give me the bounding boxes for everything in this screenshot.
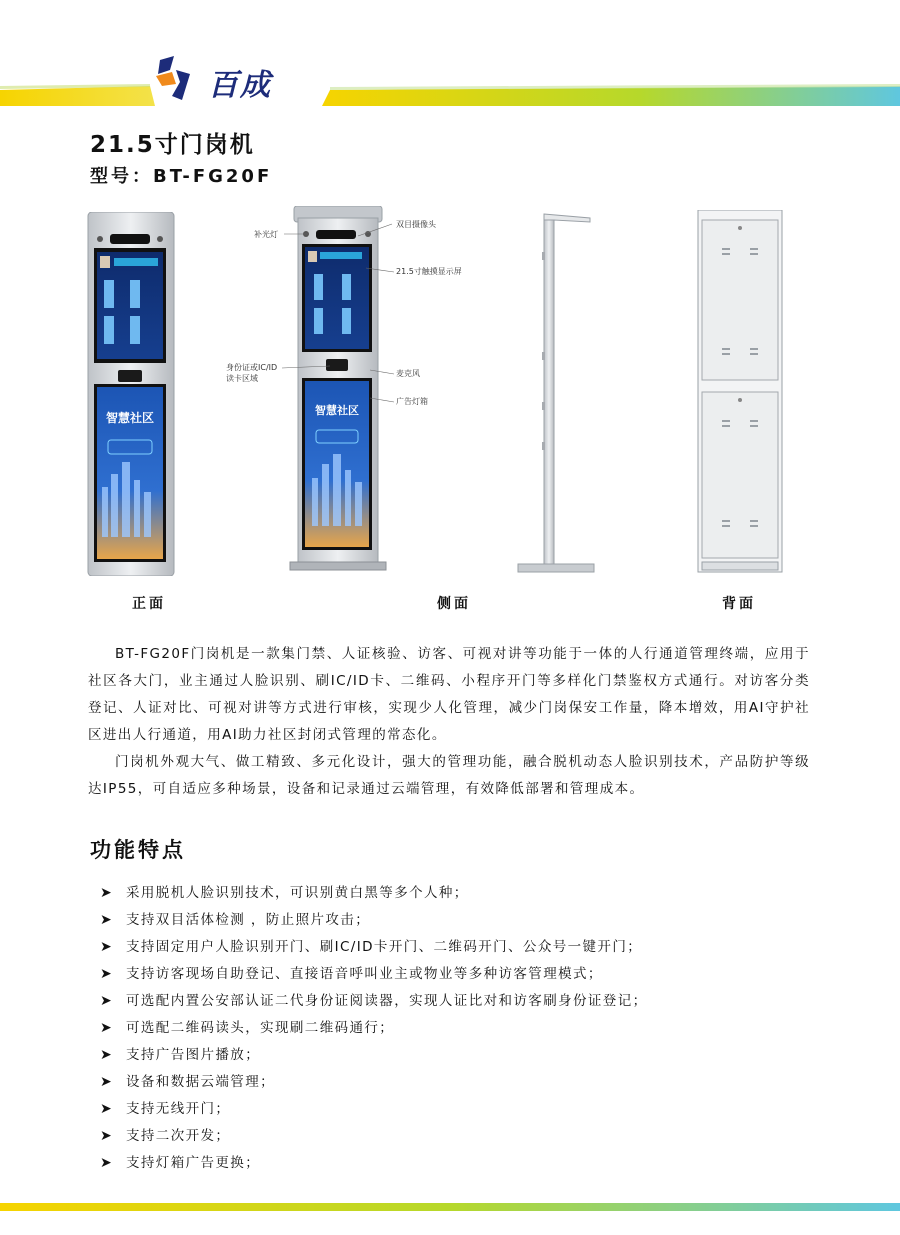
callout-ad-lightbox: 广告灯箱 [396, 397, 428, 406]
description-paragraph-1: BT-FG20F门岗机是一款集门禁、人证核验、访客、可视对讲等功能于一体的人行通道管理终端，应用于社区各大门，业主通过人脸识别、刷IC/ID卡、二维码、小程序开门等多样化门禁鉴权方式通行。对访客分类登记、人证对比、可视对讲等方式进行审核，实现少人化管理，减少门岗保安工作量，降本增效，用AI守护社区进出人行通道，用AI助力社区封闭式管理的常态化。 [88, 646, 810, 743]
list-item: ➤ 采用脱机人脸识别技术，可识别黄白黑等多个人种； [100, 880, 648, 907]
arrow-bullet-icon: ➤ [100, 1020, 114, 1036]
arrow-bullet-icon: ➤ [100, 1101, 114, 1117]
arrow-bullet-icon: ➤ [100, 993, 114, 1009]
list-item: ➤ 支持广告图片播放； [100, 1042, 648, 1069]
arrow-bullet-icon: ➤ [100, 1047, 114, 1063]
front-view-figure [86, 212, 176, 576]
header-color-band [0, 84, 900, 106]
list-item: ➤ 支持固定用户人脸识别开门、刷IC/ID卡开门、二维码开门、公众号一键开门； [100, 934, 648, 961]
brand-name: 百成 [208, 68, 272, 103]
caption-back: 背面 [722, 596, 756, 612]
list-item: ➤ 支持无线开门； [100, 1096, 648, 1123]
description-paragraph-2: 门岗机外观大气、做工精致、多元化设计，强大的管理功能，融合脱机动态人脸识别技术，产品防护等级达IP55，可自适应多种场景，设备和记录通过云端管理，有效降低部署和管理成本。 [88, 754, 810, 797]
list-item: ➤ 支持访客现场自助登记、直接语音呼叫业主或物业等多种访客管理模式； [100, 961, 648, 988]
callout-touch-screen: 21.5寸触摸显示屏 [396, 267, 462, 276]
list-item: ➤ 可选配二维码读头，实现刷二维码通行； [100, 1015, 648, 1042]
callout-card-area-line2: 读卡区域 [226, 374, 258, 383]
caption-front: 正面 [132, 596, 166, 612]
ad-banner-text-2: 智慧社区 [315, 404, 359, 417]
arrow-bullet-icon: ➤ [100, 885, 114, 901]
caption-side: 侧面 [437, 596, 471, 612]
callout-dual-camera: 双目摄像头 [396, 220, 436, 229]
product-model: 型号：BT-FG20F [90, 166, 273, 187]
list-item: ➤ 可选配内置公安部认证二代身份证阅读器，实现人证比对和访客刷身份证登记； [100, 988, 648, 1015]
callout-lines [270, 220, 430, 410]
features-list [100, 880, 648, 1177]
arrow-bullet-icon: ➤ [100, 1155, 114, 1171]
side-view-figure [516, 212, 598, 576]
features-title: 功能特点 [90, 838, 186, 862]
brand-logo-icon [152, 56, 194, 100]
back-view-figure [696, 210, 784, 574]
arrow-bullet-icon: ➤ [100, 1128, 114, 1144]
footer-color-band [0, 1203, 900, 1215]
ad-banner-text: 智慧社区 [105, 411, 155, 425]
list-item: ➤ 支持二次开发； [100, 1123, 648, 1150]
arrow-bullet-icon: ➤ [100, 939, 114, 955]
callout-card-area-line1: 身份证或IC/ID [226, 363, 278, 372]
arrow-bullet-icon: ➤ [100, 966, 114, 982]
product-title: 21.5寸门岗机 [90, 132, 255, 158]
list-item: ➤ 支持双目活体检测 ，防止照片攻击； [100, 907, 648, 934]
callout-microphone: 麦克风 [396, 369, 420, 378]
list-item: ➤ 支持灯箱广告更换； [100, 1150, 648, 1177]
arrow-bullet-icon: ➤ [100, 1074, 114, 1090]
callout-fill-light: 补光灯 [254, 230, 278, 239]
list-item: ➤ 设备和数据云端管理； [100, 1069, 648, 1096]
arrow-bullet-icon: ➤ [100, 912, 114, 928]
